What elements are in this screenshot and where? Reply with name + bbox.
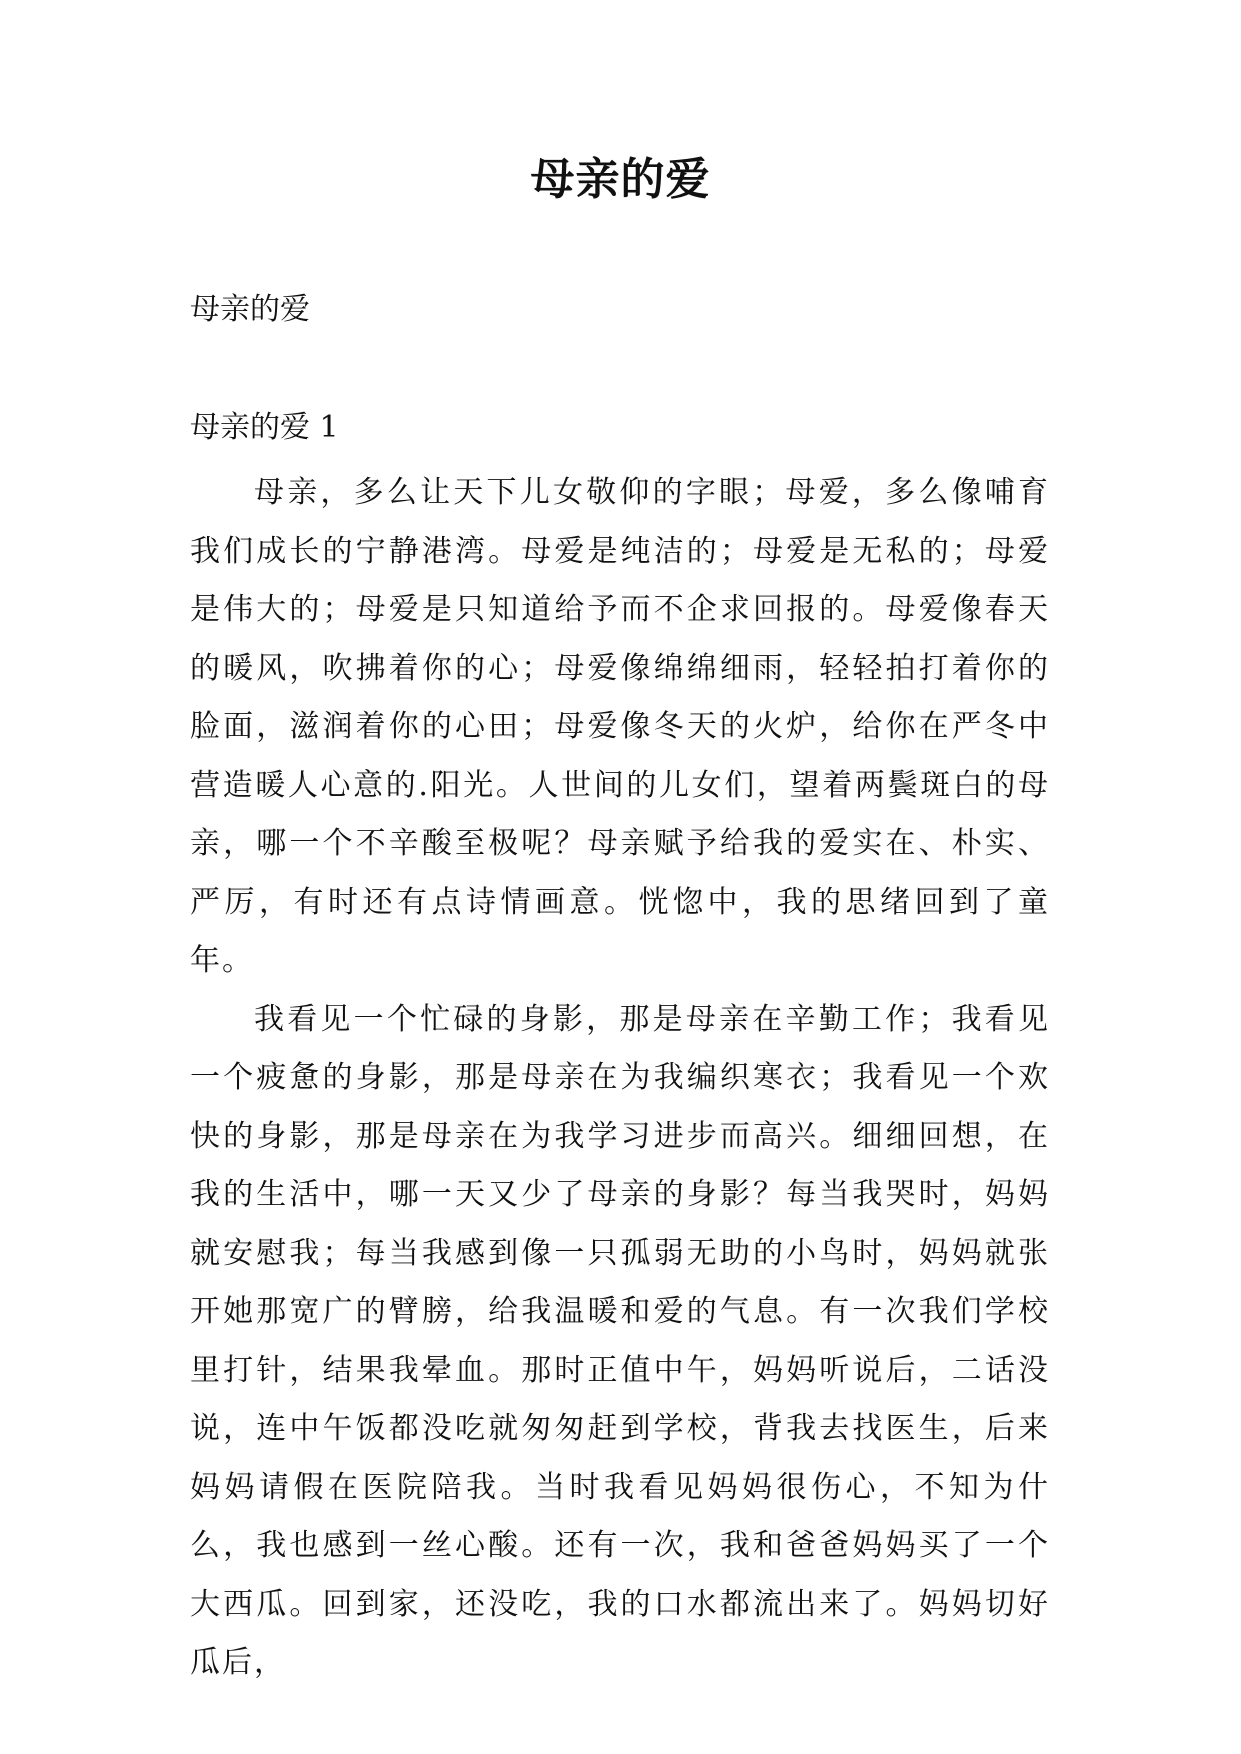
paragraph: 我看见一个忙碌的身影，那是母亲在辛勤工作；我看见一个疲惫的身影，那是母亲在为我编织寒衣；我看见一个欢快的身影，那是母亲在为我学习进步而高兴。细细回想，在我的生活中，哪一天又少了母亲的身影？每当我哭时，妈妈就安慰我；每当我感到像一只孤弱无助的小鸟时，妈妈就张开她那宽广的臂膀，给我温暖和爱的气息。有一次我们学校里打针，结果我晕血。那时正值中午，妈妈听说后，二话没说，连中午饭都没吃就匆匆赶到学校，背我去找医生，后来妈妈请假在医院陪我。当时我看见妈妈很伤心，不知为什么，我也感到一丝心酸。还有一次，我和爸爸妈妈买了一个大西瓜。回到家，还没吃，我的口水都流出来了。妈妈切好瓜后， [190, 1001, 1050, 1680]
document-title: 母亲的爱 [530, 154, 711, 205]
paragraph: 母亲，多么让天下儿女敬仰的字眼；母爱，多么像哺育我们成长的宁静港湾。母爱是纯洁的；母爱是无私的；母爱是伟大的；母爱是只知道给予而不企求回报的。母爱像春天的暖风，吹拂着你的心；母爱像绵绵细雨，轻轻拍打着你的脸面，滋润着你的心田；母爱像冬天的火炉，给你在严冬中营造暖人心意的.阳光。人世间的儿女们，望着两鬓斑白的母亲，哪一个不辛酸至极呢？母亲赋予给我的爱实在、朴实、严厉，有时还有点诗情画意。恍惚中，我的思绪回到了童年。 [190, 475, 1050, 978]
body-text [190, 464, 1050, 1693]
section-heading: 母亲的爱 1 [190, 410, 339, 445]
document-subtitle: 母亲的爱 [190, 292, 310, 327]
